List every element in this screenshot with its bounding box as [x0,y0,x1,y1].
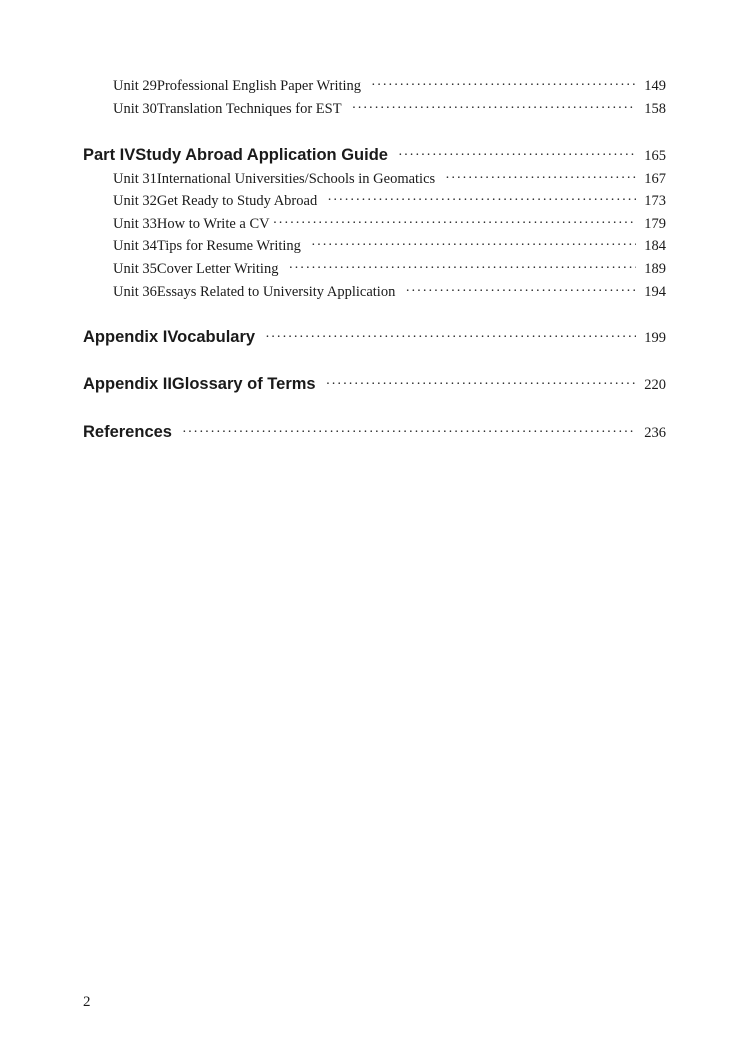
unit-number: Unit 30 [113,101,157,117]
appendix-label: Appendix I [83,328,168,346]
page-number: 173 [644,193,666,209]
toc-entry-unit-30[interactable] [113,101,666,121]
page-number: 179 [644,216,666,232]
dot-leader [326,377,636,393]
toc-entry-unit-33[interactable] [113,216,666,236]
page-number: 149 [644,78,666,94]
toc-entry-unit-29[interactable] [113,78,666,98]
part-title: Study Abroad Application Guide [135,146,388,164]
toc-references[interactable] [83,423,666,447]
unit-title: Translation Techniques for EST [156,101,342,117]
unit-title: Professional English Paper Writing [156,78,362,94]
page-number: 167 [644,171,666,187]
page-number: 220 [644,377,666,393]
unit-number: Unit 32 [113,193,157,209]
dot-leader [371,78,636,94]
page-number: 236 [644,425,666,441]
toc-entry-unit-32[interactable] [113,193,666,213]
dot-leader [182,425,636,441]
footer-page-number: 2 [83,994,91,1010]
dot-leader [273,216,636,232]
page-number: 184 [644,238,666,254]
unit-title: Cover Letter Writing [156,261,279,277]
references-label: References [83,423,172,441]
dot-leader [288,261,636,277]
unit-title: International Universities/Schools in Geomatics [156,171,436,187]
dot-leader [445,171,636,187]
unit-title: Get Ready to Study Abroad [156,193,318,209]
toc-part-heading-iv[interactable] [83,146,666,170]
unit-number: Unit 29 [113,78,157,94]
page-number: 199 [644,330,666,346]
part-label: Part IV [83,146,136,164]
unit-title: Tips for Resume Writing [156,238,301,254]
unit-number: Unit 31 [113,171,157,187]
dot-leader [311,238,636,254]
appendix-title: Vocabulary [167,328,256,346]
toc-entry-unit-31[interactable] [113,171,666,191]
page-number: 194 [644,284,666,300]
dot-leader [352,101,636,117]
toc-entry-unit-34[interactable] [113,238,666,258]
toc-entry-unit-35[interactable] [113,261,666,281]
unit-title: How to Write a CV [156,216,270,232]
unit-title: Essays Related to University Application [156,284,396,300]
dot-leader [265,330,636,346]
page-number: 158 [644,101,666,117]
appendix-label: Appendix II [83,375,172,393]
appendix-title: Glossary of Terms [171,375,316,393]
unit-number: Unit 35 [113,261,157,277]
dot-leader [327,193,636,209]
toc-entry-unit-36[interactable] [113,284,666,304]
toc-appendix-2[interactable] [83,375,666,399]
dot-leader [398,148,636,164]
page-number: 189 [644,261,666,277]
unit-number: Unit 33 [113,216,157,232]
dot-leader [405,284,636,300]
unit-number: Unit 36 [113,284,157,300]
page-number: 165 [644,148,666,164]
toc-appendix-1[interactable] [83,328,666,352]
unit-number: Unit 34 [113,238,157,254]
